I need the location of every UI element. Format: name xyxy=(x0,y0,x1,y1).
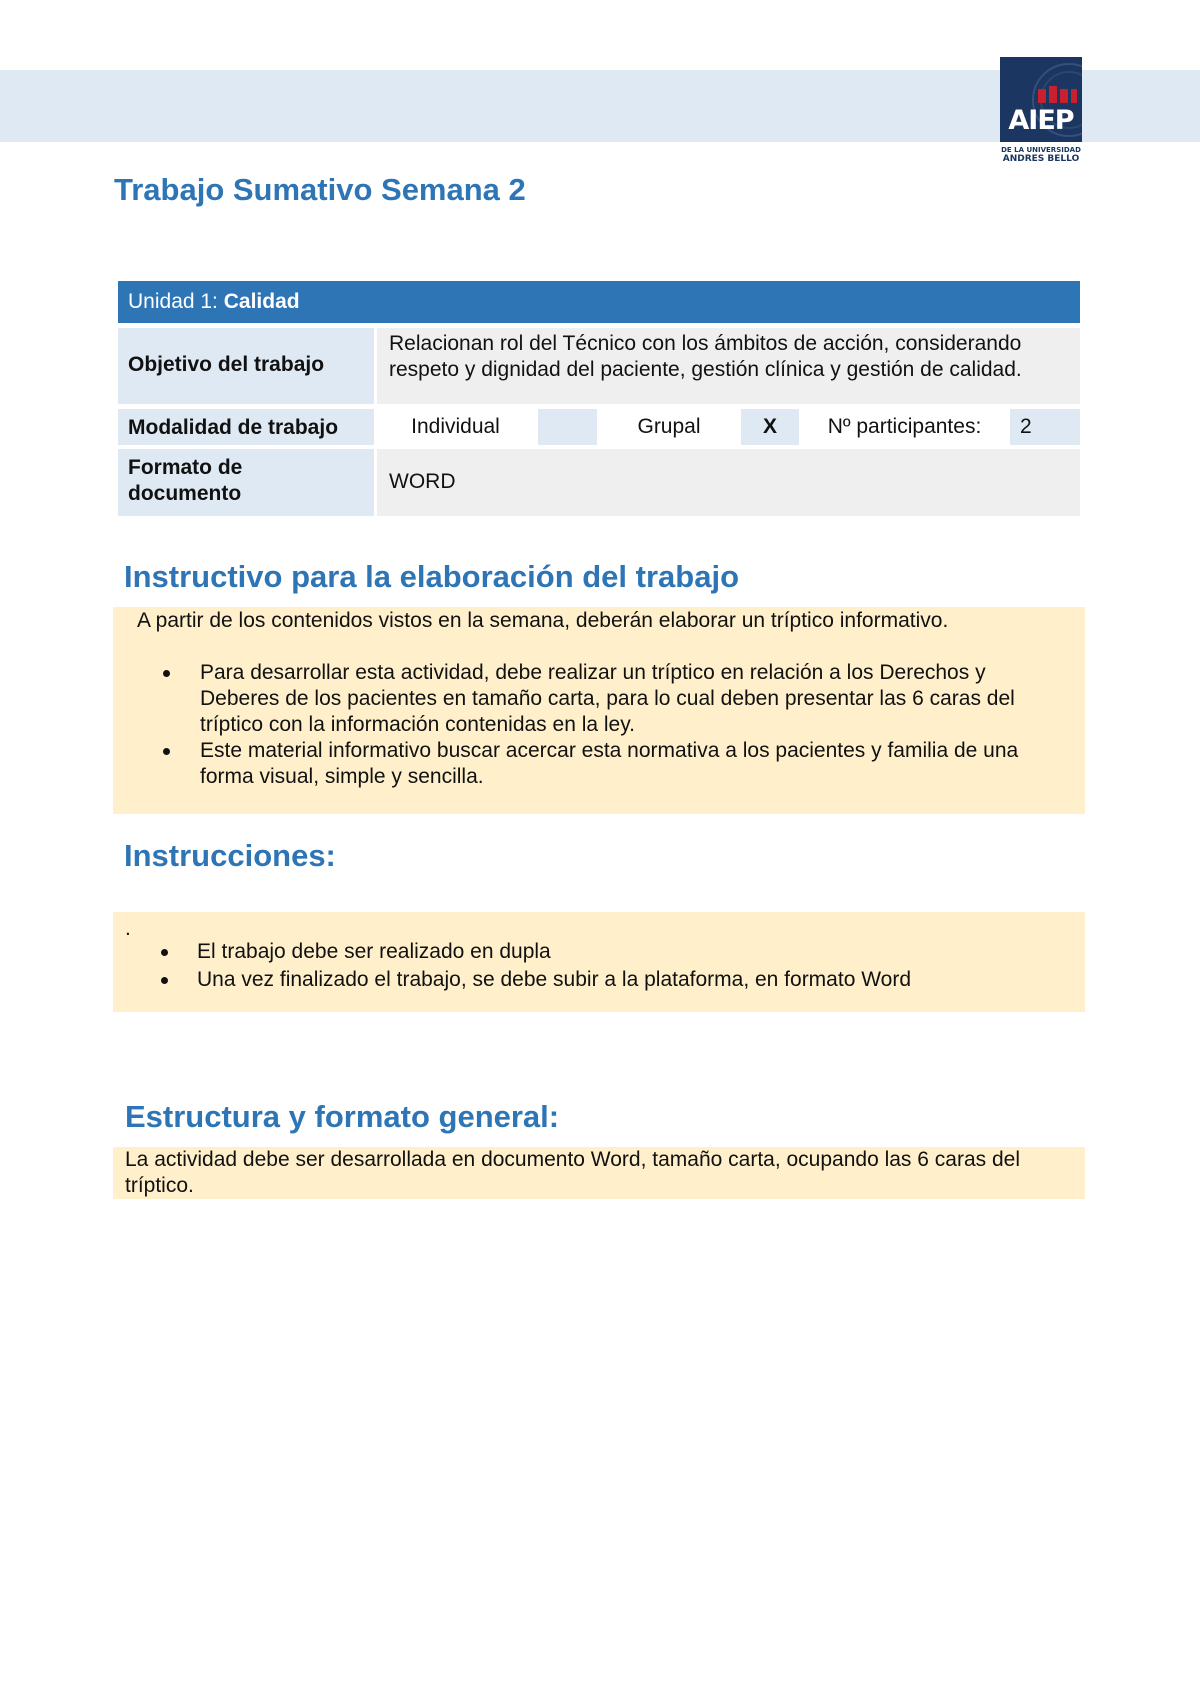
group-mark: X xyxy=(762,415,777,438)
instructivo-bullet-2: Este material informativo buscar acercar esta normativa a los pacientes y familia de una forma visual, simple y sencilla. xyxy=(200,739,1019,788)
format-label: Formato de documento xyxy=(128,456,243,505)
estructura-box xyxy=(113,1147,1085,1199)
logo-red-bars xyxy=(1038,89,1078,103)
unit-name: Calidad xyxy=(223,290,300,313)
list-item xyxy=(113,660,1060,738)
bullet-icon xyxy=(161,977,168,984)
instrucciones-box xyxy=(113,912,1085,1012)
instructivo-list xyxy=(113,660,1085,790)
list-item xyxy=(113,967,1085,993)
page-title: Trabajo Sumativo Semana 2 xyxy=(114,172,526,207)
unit-text xyxy=(128,290,300,314)
group-mark-cell xyxy=(741,409,799,445)
logo-sub-line1: DE LA UNIVERSIDAD xyxy=(1001,146,1081,154)
participants-value-cell xyxy=(1010,409,1080,445)
instrucciones-bullet-2: Una vez finalizado el trabajo, se debe subir a la plataforma, en formato Word xyxy=(197,968,911,991)
unit-prefix: Unidad 1: xyxy=(128,290,224,313)
objective-value: Relacionan rol del Técnico con los ámbitos de acción, considerando respeto y dignidad del paciente, gestión clínica y gestión de calidad. xyxy=(389,332,1022,381)
instructivo-intro: A partir de los contenidos vistos en la semana, deberán elaborar un tríptico informativo. xyxy=(137,609,949,632)
format-value-cell xyxy=(377,449,1080,516)
instructivo-box xyxy=(113,607,1085,814)
objective-label: Objetivo del trabajo xyxy=(128,353,325,376)
format-value: WORD xyxy=(389,470,456,493)
instructivo-bullet-1: Para desarrollar esta actividad, debe realizar un tríptico en relación a los Derechos y Deberes de los pacientes en tamaño carta, para lo cual deben presentar las 6 caras del tríptico con la información contenidas en la ley. xyxy=(200,661,1015,736)
estructura-text: La actividad debe ser desarrollada en documento Word, tamaño carta, ocupando las 6 caras del tríptico. xyxy=(125,1148,1020,1197)
logo-sub-line2: ANDRES BELLO xyxy=(1002,154,1080,164)
instrucciones-list xyxy=(113,939,1085,993)
format-label-cell xyxy=(118,449,374,516)
aiep-logo xyxy=(1000,57,1082,167)
logo-emblem xyxy=(1000,57,1082,142)
group-cell xyxy=(601,409,737,445)
objective-value-cell xyxy=(377,328,1080,404)
instrucciones-bullet-1: El trabajo debe ser realizado en dupla xyxy=(197,940,551,963)
bullet-icon xyxy=(161,949,168,956)
participants-label-cell xyxy=(803,409,1006,445)
modality-label-cell xyxy=(118,409,374,445)
instructivo-heading: Instructivo para la elaboración del trabajo xyxy=(124,559,740,594)
group-label: Grupal xyxy=(637,415,701,438)
individual-mark-cell xyxy=(538,409,597,445)
list-item xyxy=(113,939,1085,967)
estructura-heading: Estructura y formato general: xyxy=(125,1099,560,1134)
logo-subtitle xyxy=(1000,146,1082,164)
individual-label: Individual xyxy=(411,415,500,438)
instrucciones-dot: . xyxy=(125,917,131,940)
participants-value: 2 xyxy=(1020,415,1032,438)
modality-label: Modalidad de trabajo xyxy=(128,416,339,439)
objective-label-cell xyxy=(118,328,374,404)
unit-row xyxy=(118,281,1080,323)
bullet-icon xyxy=(163,670,170,677)
individual-cell xyxy=(377,409,534,445)
list-item xyxy=(113,738,1060,790)
bullet-icon xyxy=(163,748,170,755)
logo-brand-text: AIEP xyxy=(1008,105,1074,136)
participants-label: Nº participantes: xyxy=(827,415,982,438)
instrucciones-heading: Instrucciones: xyxy=(124,838,336,873)
